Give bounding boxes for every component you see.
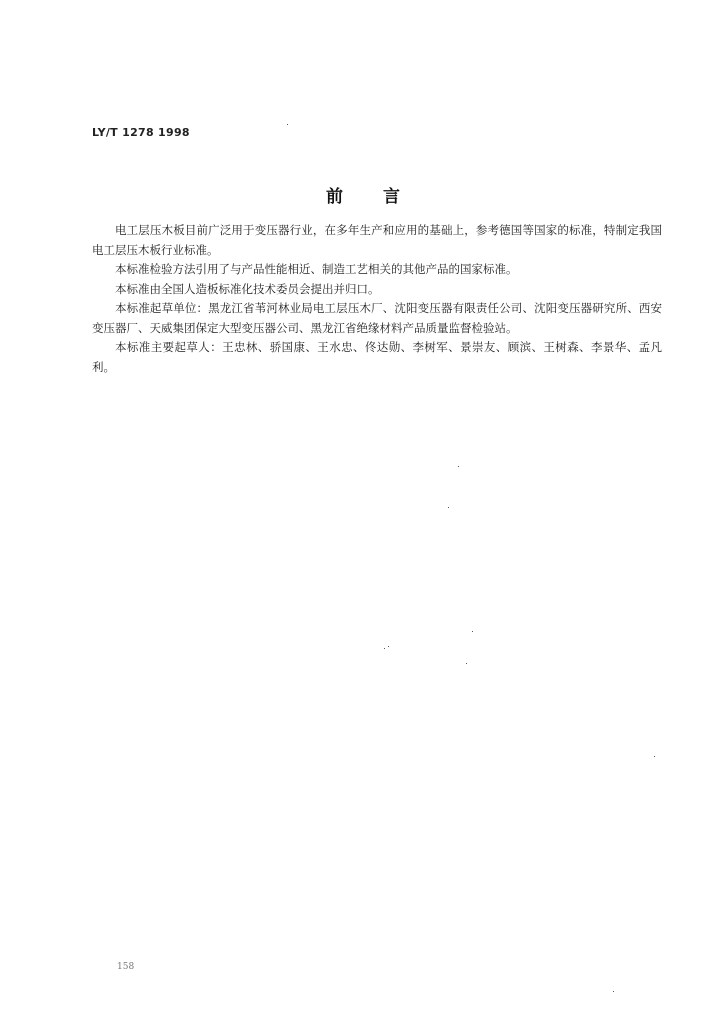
scan-speck: [448, 507, 449, 508]
scan-speck: [472, 631, 473, 632]
paragraph: 本标准检验方法引用了与产品性能相近、制造工艺相关的其他产品的国家标准。: [115, 262, 518, 276]
paragraph: 本标准由全国人造板标准化技术委员会提出并归口。: [115, 281, 380, 296]
section-title: 前言: [326, 187, 440, 207]
scan-speck: [613, 991, 614, 992]
scan-speck: [388, 646, 389, 647]
scan-speck: [466, 663, 467, 664]
paragraph: 本标准起草单位：黑龙江省苇河林业局电工层压木厂、沈阳变压器有限责任公司、沈阳变压器研究所、西安变压器厂、天威集团保定大型变压器公司、黑龙江省绝缘材料产品质量监督检验站。: [92, 301, 662, 335]
scan-speck: [384, 648, 385, 649]
scan-speck: [287, 124, 288, 125]
page-number: 158: [117, 962, 135, 972]
scan-speck: [458, 466, 459, 467]
scan-speck: [654, 756, 655, 757]
paragraph: 本标准主要起草人：王忠林、骄国康、王水忠、佟达勋、李树军、景崇友、顾滨、王树森、李景华、孟凡利。: [92, 340, 662, 374]
standard-code: LY/T 1278 1998: [92, 126, 190, 139]
paragraph: 电工层压木板目前广泛用于变压器行业，在多年生产和应用的基础上，参考德国等国家的标准，特制定我国电工层压木板行业标准。: [92, 223, 662, 257]
foreword-body: [92, 221, 662, 377]
